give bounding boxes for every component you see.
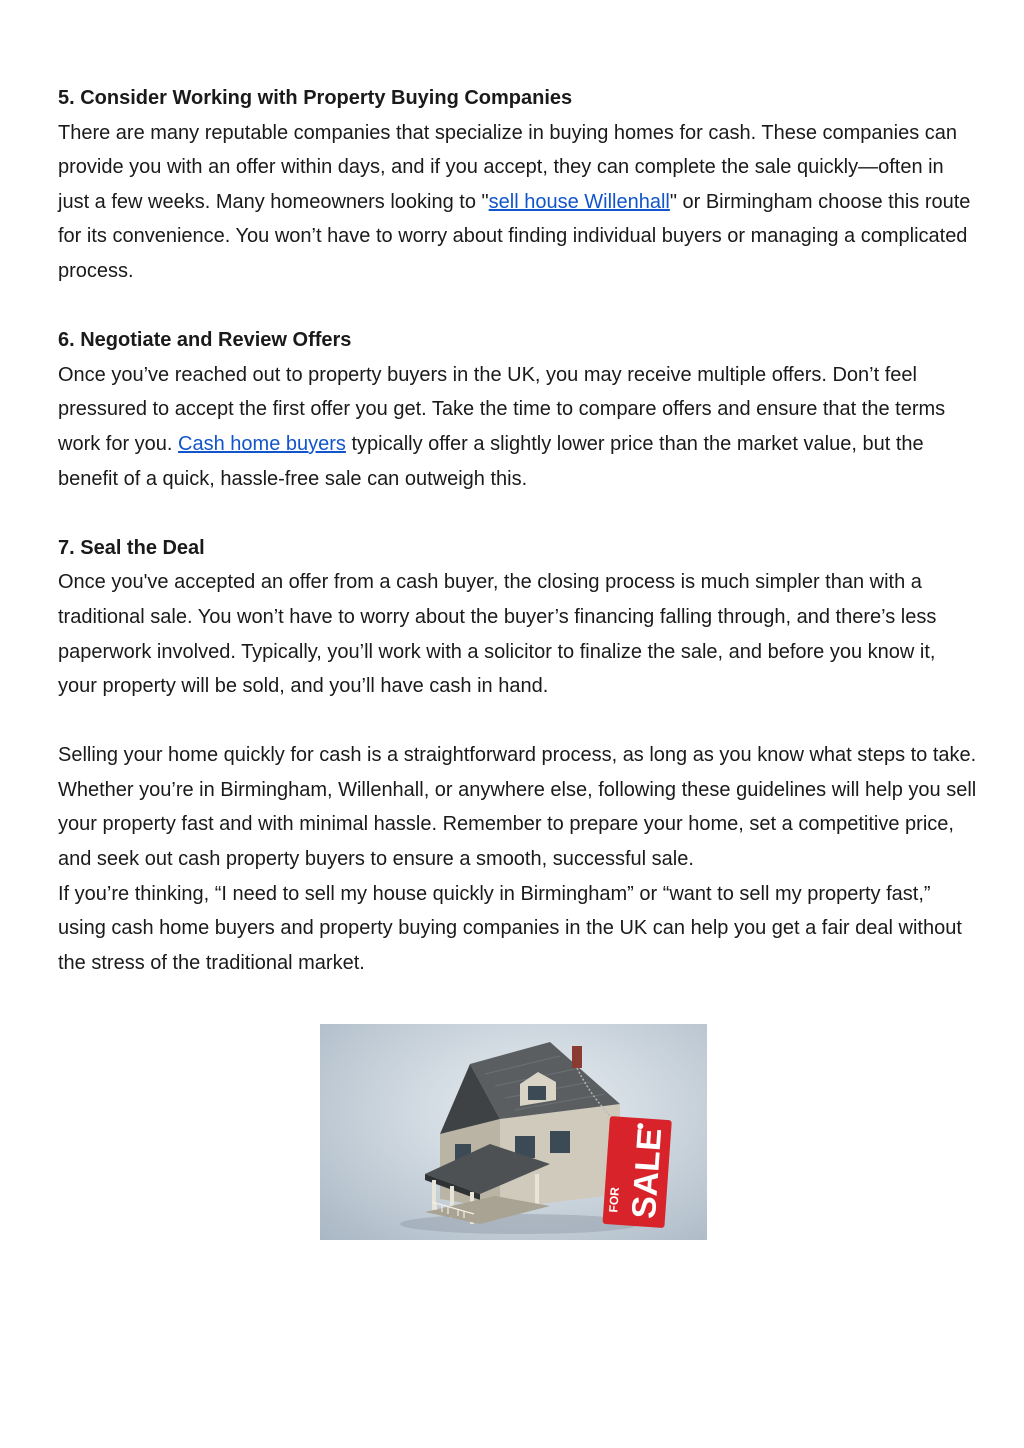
spacer <box>58 704 978 739</box>
section-6-paragraph <box>58 358 978 496</box>
section-6-heading: 6. Negotiate and Review Offers <box>58 329 352 352</box>
document-body <box>58 81 978 980</box>
section-6-text-before: Once you’ve reached out to property buyers in the UK, you may receive multiple offers. Don’t feel pressured to accept the first offer you get. Take the time to compare offers and ensure that the terms work for you. <box>58 363 946 455</box>
tag-line-sale: SALE <box>624 1126 670 1220</box>
section-7-heading: 7. Seal the Deal <box>58 536 205 559</box>
sell-house-willenhall-link[interactable]: sell house Willenhall <box>488 190 670 213</box>
conclusion-paragraph-1: Selling your home quickly for cash is a straightforward process, as long as you know what steps to take. Whether you’re in Birmingham, Willenhall, or anywhere else, following these guidelines will help you sell your property fast and with minimal hassle. Remember to prepare your home, set a competitive price, and seek out cash property buyers to ensure a smooth, successful sale. <box>58 744 977 871</box>
house-for-sale-image <box>320 1024 707 1240</box>
section-5-text-before: There are many reputable companies that specialize in buying homes for cash. These companies can provide you with an offer within days, and if you accept, they can complete the sale quickly—often in just a few weeks. Many homeowners looking to " <box>58 121 958 213</box>
house-illustration <box>320 1024 707 1240</box>
section-5-heading: 5. Consider Working with Property Buying Companies <box>58 87 573 109</box>
section-6-text-after: typically offer a slightly lower price than the market value, but the benefit of a quick, hassle-free sale can outweigh this. <box>58 432 924 490</box>
spacer <box>58 289 978 324</box>
conclusion-paragraph-2: If you’re thinking, “I need to sell my house quickly in Birmingham” or “want to sell my property fast,” using cash home buyers and property buying companies in the UK can help you get a fair deal without the stress of the traditional market. <box>58 882 962 974</box>
section-5-text-after: " or Birmingham choose this route for its convenience. You won’t have to worry about finding individual buyers or managing a complicated process. <box>58 190 971 282</box>
section-7-paragraph: Once you've accepted an offer from a cash buyer, the closing process is much simpler than with a traditional sale. You won’t have to worry about the buyer’s financing falling through, and there’s less paperwork involved. Typically, you’ll work with a solicitor to finalize the sale, and before you know it, your property will be sold, and you’ll have cash in hand. <box>58 571 937 698</box>
tag-line-for: FOR <box>606 1186 623 1213</box>
section-5-paragraph <box>58 116 978 289</box>
cash-home-buyers-link[interactable]: Cash home buyers <box>178 432 346 455</box>
spacer <box>58 496 978 531</box>
